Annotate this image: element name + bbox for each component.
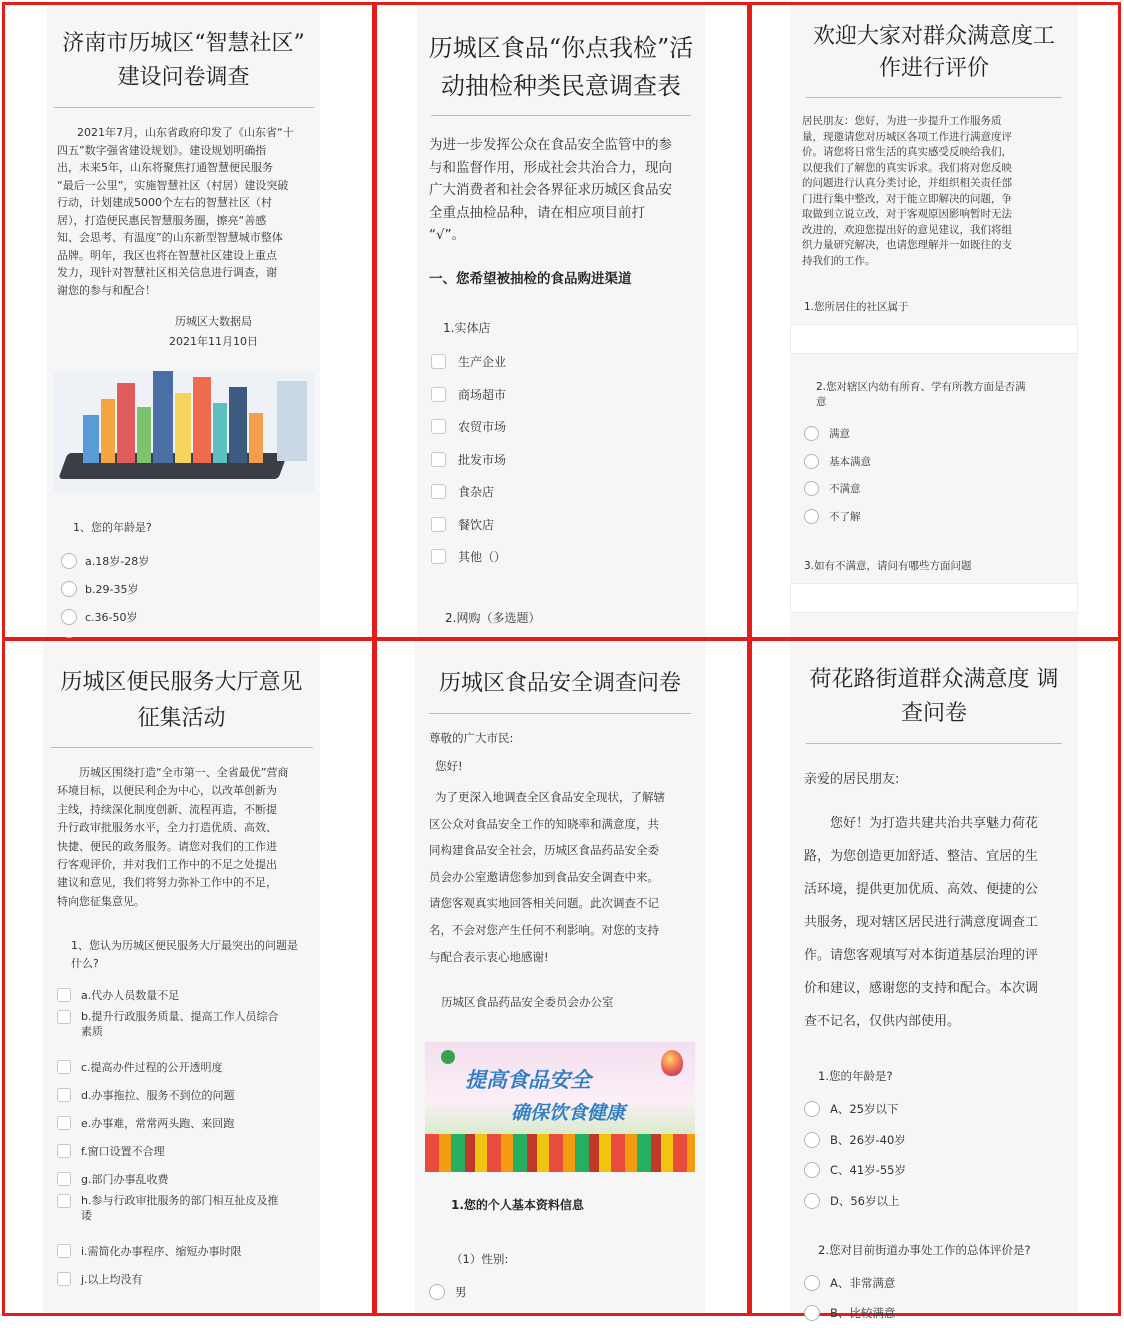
banner-line: 确保饮食健康 bbox=[511, 1102, 626, 1125]
intro-text bbox=[429, 784, 701, 970]
question-education bbox=[816, 380, 1072, 410]
option-radio[interactable] bbox=[429, 1279, 705, 1305]
option-label: 餐饮店 bbox=[458, 517, 495, 532]
checkbox-icon[interactable] bbox=[57, 1060, 71, 1074]
intro-line: 建议和意见，我们将努力弥补工作中的不足， bbox=[57, 876, 277, 890]
divider bbox=[54, 107, 314, 108]
option-label: 不了解 bbox=[829, 510, 861, 523]
option-label: a.代办人员数量不足 bbox=[81, 989, 180, 1003]
signature: 历城区食品药品安全委员会办公室 bbox=[441, 995, 614, 1010]
option-checkbox[interactable] bbox=[431, 346, 705, 379]
balloon-icon bbox=[661, 1050, 683, 1076]
title-line: 历城区便民服务大厅意见 bbox=[60, 670, 303, 695]
intro-line: 特向您征集意见。 bbox=[57, 894, 145, 908]
survey-panel-hehua-road bbox=[749, 638, 1121, 1320]
title-line: 查问卷 bbox=[900, 701, 967, 726]
option-checkbox[interactable] bbox=[57, 1265, 316, 1293]
question-online: 2.网购（多选题） bbox=[445, 611, 541, 625]
divider bbox=[51, 747, 313, 748]
option-radio[interactable] bbox=[804, 420, 1078, 448]
option-radio[interactable] bbox=[804, 1268, 1078, 1298]
option-label: A、非常满意 bbox=[830, 1276, 896, 1290]
option-label-line: h.参与行政审批服务的部门相互扯皮及推 bbox=[81, 1194, 279, 1208]
intro-line: 量，现邀请您对历城区各项工作进行满意度评 bbox=[802, 130, 1012, 143]
option-checkbox[interactable] bbox=[57, 1165, 316, 1193]
intro-line: 出，未来5年，山东将聚焦打通智慧便民服务 bbox=[57, 161, 273, 174]
section-heading: 1.您的个人基本资料信息 bbox=[451, 1198, 584, 1213]
checkbox-icon[interactable] bbox=[431, 484, 446, 499]
option-checkbox[interactable] bbox=[57, 1109, 316, 1137]
divider bbox=[429, 713, 691, 714]
option-label: C、41岁-55岁 bbox=[830, 1163, 906, 1178]
option-checkbox[interactable] bbox=[57, 1009, 316, 1053]
option-label: e.办事难，常常两头跑、来回跑 bbox=[81, 1117, 235, 1131]
option-radio[interactable] bbox=[61, 547, 320, 575]
radio-icon[interactable] bbox=[804, 1101, 820, 1117]
intro-line: 四五”数字强省建设规划》。建设规划明确指 bbox=[57, 143, 267, 157]
question-line: 2.您对辖区内幼有所育、学有所教方面是否满 bbox=[816, 381, 1026, 393]
intro-line: 广大消费者和社会各界征求历城区食品安 bbox=[429, 182, 672, 198]
radio-icon[interactable] bbox=[429, 1284, 445, 1300]
option-label: B、比较满意 bbox=[830, 1306, 896, 1320]
checkbox-icon[interactable] bbox=[57, 1010, 71, 1024]
page-title: 历城区食品安全调查问卷 bbox=[438, 671, 681, 696]
intro-line: “√”。 bbox=[429, 227, 466, 243]
option-checkbox[interactable] bbox=[431, 411, 705, 444]
survey-panel-food-inspection bbox=[374, 2, 750, 640]
title-line: 作进行评价 bbox=[878, 56, 989, 81]
option-label: D、56岁以上 bbox=[830, 1193, 900, 1208]
radio-icon[interactable] bbox=[804, 481, 819, 496]
options-list bbox=[429, 1279, 705, 1305]
intro-line: 主线，持续深化制度创新、流程再造，不断提 bbox=[57, 802, 277, 816]
intro-line: 发力，现针对智慧社区相关信息进行调查，谢 bbox=[57, 266, 277, 279]
radio-icon[interactable] bbox=[61, 581, 77, 597]
radio-icon[interactable] bbox=[804, 1275, 820, 1291]
title-line: 欢迎大家对群众满意度工 bbox=[812, 24, 1055, 49]
option-label: c.36-50岁 bbox=[85, 611, 138, 624]
banner-line: 提高食品安全 bbox=[465, 1067, 591, 1093]
intro-line: 快捷、便民的政务服务。请您对我们的工作进 bbox=[57, 839, 277, 853]
question-store: 1.实体店 bbox=[443, 320, 491, 335]
intro-line: 共服务，现对辖区居民进行满意度调查工 bbox=[804, 915, 1039, 930]
intro-line: 为进一步发挥公众在食品安全监管中的参 bbox=[429, 137, 672, 153]
intro-text bbox=[802, 114, 1072, 269]
intro-line: 环境目标，以便民利企为中心，以改革创新为 bbox=[57, 784, 277, 798]
intro-line: 知、会思考、有温度”的山东新型智慧城市整体 bbox=[57, 231, 283, 244]
checkbox-icon[interactable] bbox=[57, 988, 71, 1002]
checkbox-icon[interactable] bbox=[431, 452, 446, 467]
checkbox-icon[interactable] bbox=[57, 1194, 71, 1208]
option-label bbox=[81, 1193, 278, 1223]
leaf-logo-icon bbox=[441, 1050, 455, 1064]
page-title bbox=[790, 663, 1078, 731]
intro-text bbox=[429, 134, 697, 247]
radio-icon[interactable] bbox=[804, 426, 819, 441]
checkbox-icon[interactable] bbox=[57, 1144, 71, 1158]
radio-icon[interactable] bbox=[804, 509, 819, 524]
options-list bbox=[804, 1094, 1078, 1216]
options-list bbox=[57, 981, 316, 1293]
option-label: 满意 bbox=[829, 428, 850, 441]
title-line: 历城区食品“你点我检”活 bbox=[428, 34, 694, 62]
intro-line: 名，不会对您产生任何不利影响。对您的支持 bbox=[429, 922, 659, 937]
intro-text bbox=[57, 124, 314, 299]
intro-line: 与配合表示衷心地感谢! bbox=[429, 949, 549, 964]
intro-text bbox=[57, 764, 316, 911]
option-checkbox[interactable] bbox=[431, 476, 705, 509]
option-label: i.需简化办事程序、缩短办事时限 bbox=[81, 1245, 242, 1259]
checkbox-icon[interactable] bbox=[57, 1116, 71, 1130]
title-line: 征集活动 bbox=[137, 706, 226, 731]
intro-line: 2021年7月，山东省政府印发了《山东省“十 bbox=[77, 126, 294, 139]
option-label: 其他（） bbox=[458, 550, 507, 565]
intro-line: 活环境，提供更加优质、高效、便捷的公 bbox=[804, 882, 1039, 897]
option-checkbox[interactable] bbox=[57, 1237, 316, 1265]
intro-line: 以便我们了解您的真实诉求。我们将对您反映 bbox=[802, 161, 1012, 174]
checkbox-icon[interactable] bbox=[57, 1244, 71, 1258]
intro-line: 作。请您客观填写对本街道基层治理的评 bbox=[804, 948, 1039, 963]
option-radio[interactable] bbox=[804, 503, 1078, 531]
option-checkbox[interactable] bbox=[57, 1193, 316, 1237]
intro-line: 织力量研究解决，也请您理解并一如既往的支 bbox=[802, 239, 1012, 251]
option-checkbox[interactable] bbox=[431, 443, 705, 476]
intro-line: 行客观评价，并对我们工作中的不足之处提出 bbox=[57, 858, 277, 872]
greeting: 亲爱的居民朋友: bbox=[804, 772, 900, 787]
option-label-line: b.提升行政服务质量、提高工作人员综合 bbox=[81, 1010, 279, 1024]
option-label: 商场超市 bbox=[458, 387, 507, 402]
option-label: g.部门办事乱收费 bbox=[81, 1173, 169, 1187]
option-radio[interactable] bbox=[804, 1125, 1078, 1156]
options-list bbox=[804, 1268, 1078, 1328]
intro-line: “最后一公里”，实施智慧社区（村居）建设突破 bbox=[57, 178, 289, 192]
intro-line: 品牌。明年，我区也将在智慧社区建设上重点 bbox=[57, 248, 277, 262]
question-problems bbox=[71, 937, 316, 973]
intro-line: 请您客观真实地回答相关问题。此次调查不记 bbox=[429, 896, 659, 911]
signature: 历城区大数据局 bbox=[175, 315, 252, 328]
checkbox-icon[interactable] bbox=[431, 354, 446, 369]
option-radio[interactable] bbox=[804, 1298, 1078, 1328]
survey-panel-smart-community bbox=[2, 2, 375, 640]
option-radio[interactable] bbox=[804, 475, 1078, 503]
page-title bbox=[417, 29, 705, 105]
checkbox-icon[interactable] bbox=[431, 419, 446, 434]
community-input[interactable] bbox=[790, 324, 1078, 354]
intro-line: 居），打造便民惠民智慧服务圈，擦亮“善感 bbox=[57, 213, 267, 227]
options-list bbox=[804, 420, 1078, 530]
option-checkbox[interactable] bbox=[431, 541, 705, 574]
intro-line: 区公众对食品安全工作的知晓率和满意度，共 bbox=[429, 816, 659, 831]
intro-text bbox=[804, 807, 1074, 1038]
greeting: 尊敬的广大市民: bbox=[429, 731, 514, 745]
checkbox-icon[interactable] bbox=[431, 517, 446, 532]
intro-line: 改进的，欢迎您提出好的意见建议，我们将组 bbox=[802, 223, 1012, 236]
radio-icon[interactable] bbox=[61, 553, 77, 569]
option-label: 批发市场 bbox=[458, 452, 507, 467]
title-line: 动抽检种类民意调查表 bbox=[441, 72, 681, 100]
option-label-line: 素质 bbox=[81, 1025, 103, 1039]
intro-line: 价和建议，感谢您的支持和配合。本次调 bbox=[804, 981, 1039, 996]
radio-icon[interactable] bbox=[804, 1132, 820, 1148]
divider bbox=[806, 97, 1062, 98]
intro-line: 您好！为打造共建共治共享魅力荷花 bbox=[830, 816, 1039, 831]
option-radio[interactable] bbox=[61, 575, 320, 603]
smart-city-illustration-icon bbox=[53, 371, 315, 493]
option-label: 农贸市场 bbox=[458, 420, 507, 435]
question-gender: （1）性别: bbox=[451, 1252, 509, 1267]
option-label: d.办事拖拉、服务不到位的问题 bbox=[81, 1089, 235, 1103]
question-line: 什么? bbox=[71, 957, 99, 971]
option-label: B、26岁-40岁 bbox=[830, 1132, 906, 1147]
intro-line: 全重点抽检品种，请在相应项目前打 bbox=[429, 204, 645, 221]
intro-line: 同构建食品安全社会，历城区食品药品安全委 bbox=[429, 843, 659, 858]
hello: 您好! bbox=[435, 759, 463, 773]
intro-line: 谢您的参与和配合！ bbox=[57, 283, 156, 297]
intro-line: 价。请您将日常生活的真实感受反映给我们， bbox=[802, 146, 1012, 158]
intro-line: 的问题进行认真分类讨论，并组织相关责任部 bbox=[802, 177, 1012, 189]
option-label: a.18岁-28岁 bbox=[85, 555, 150, 568]
intro-line: 行动，计划建成5000个左右的智慧社区（村 bbox=[57, 196, 272, 209]
option-checkbox[interactable] bbox=[431, 508, 705, 541]
divider bbox=[431, 115, 691, 116]
checkbox-icon[interactable] bbox=[431, 387, 446, 402]
option-radio[interactable] bbox=[804, 448, 1078, 476]
intro-line: 取做到立说立改，对于客观原因影响暂时无法 bbox=[802, 208, 1012, 220]
option-label: 男 bbox=[455, 1285, 467, 1300]
page-title bbox=[43, 665, 320, 737]
intro-line: 门进行集中整改，对于能立即解决的问题，争 bbox=[802, 192, 1012, 205]
option-radio[interactable] bbox=[804, 1186, 1078, 1217]
intro-line: 持我们的工作。 bbox=[802, 254, 876, 267]
radio-icon[interactable] bbox=[804, 1162, 820, 1178]
intro-line: 为了更深入地调查全区食品安全现状，了解辖 bbox=[435, 790, 665, 804]
question-line: 1、您认为历城区便民服务大厅最突出的问题是 bbox=[71, 939, 298, 953]
option-label-line: 诿 bbox=[81, 1209, 92, 1223]
option-label: 基本满意 bbox=[829, 455, 871, 468]
divider bbox=[806, 743, 1062, 744]
radio-icon[interactable] bbox=[804, 454, 819, 469]
title-line: 济南市历城区“智慧社区” bbox=[62, 31, 305, 56]
option-checkbox[interactable] bbox=[57, 1081, 316, 1109]
page-title bbox=[790, 21, 1078, 85]
option-checkbox[interactable] bbox=[57, 1053, 316, 1081]
option-radio[interactable] bbox=[61, 603, 320, 631]
checkbox-icon[interactable] bbox=[431, 549, 446, 564]
option-checkbox[interactable] bbox=[57, 981, 316, 1009]
survey-panel-service-hall bbox=[2, 638, 375, 1316]
intro-line: 居民朋友：您好，为进一步提升工作服务质 bbox=[802, 115, 1002, 127]
option-label bbox=[81, 1009, 278, 1039]
question-age: 1、您的年龄是? bbox=[73, 521, 152, 534]
option-radio[interactable] bbox=[804, 1155, 1078, 1186]
intro-line: 升行政审批服务水平，全力打造优质、高效、 bbox=[57, 821, 277, 835]
question-evaluation: 2.您对目前街道办事处工作的总体评价是? bbox=[818, 1243, 1031, 1257]
intro-line: 路，为您创造更加舒适、整洁、宜居的生 bbox=[804, 849, 1039, 864]
radio-icon[interactable] bbox=[61, 609, 77, 625]
section-heading: 一、您希望被抽检的食品购进渠道 bbox=[429, 270, 632, 287]
option-radio[interactable] bbox=[804, 1094, 1078, 1125]
option-label: 食杂店 bbox=[458, 485, 495, 500]
option-label: j.以上均没有 bbox=[81, 1273, 143, 1287]
checkbox-icon[interactable] bbox=[57, 1272, 71, 1286]
option-label: b.29-35岁 bbox=[85, 583, 139, 596]
intro-line: 与和监督作用，形成社会共治合力，现向 bbox=[429, 159, 672, 176]
survey-panel-satisfaction bbox=[749, 2, 1121, 640]
checkbox-icon[interactable] bbox=[57, 1172, 71, 1186]
question-problems: 3.如有不满意，请问有哪些方面问题 bbox=[804, 560, 972, 572]
option-label: 生产企业 bbox=[458, 355, 507, 370]
option-label: 不满意 bbox=[829, 483, 861, 496]
title-line: 荷花路街道群众满意度 调 bbox=[809, 667, 1059, 692]
date: 2021年11月10日 bbox=[169, 335, 258, 348]
options-list bbox=[431, 346, 705, 574]
question-age: 1.您的年龄是? bbox=[818, 1069, 893, 1083]
option-checkbox[interactable] bbox=[431, 378, 705, 411]
page-title bbox=[47, 27, 320, 95]
radio-icon[interactable] bbox=[804, 1305, 820, 1321]
intro-line: 查不记名，仅供内部使用。 bbox=[804, 1014, 961, 1029]
question-line: 意 bbox=[816, 396, 827, 408]
option-checkbox[interactable] bbox=[57, 1137, 316, 1165]
option-label: A、25岁以下 bbox=[830, 1102, 899, 1117]
problems-input[interactable] bbox=[790, 583, 1078, 613]
survey-panel-food-safety bbox=[374, 638, 750, 1316]
checkbox-icon[interactable] bbox=[57, 1088, 71, 1102]
question-community: 1.您所居住的社区属于 bbox=[804, 301, 909, 313]
radio-icon[interactable] bbox=[804, 1193, 820, 1209]
option-label: c.提高办件过程的公开透明度 bbox=[81, 1061, 223, 1075]
food-safety-banner bbox=[425, 1042, 695, 1172]
title-line: 建设问卷调查 bbox=[117, 65, 250, 90]
intro-line: 员会办公室邀请您参加到食品安全调查中来。 bbox=[429, 869, 659, 884]
intro-line: 历城区围绕打造“全市第一、全省最优”营商 bbox=[79, 766, 289, 779]
option-label: f.窗口设置不合理 bbox=[81, 1145, 165, 1159]
